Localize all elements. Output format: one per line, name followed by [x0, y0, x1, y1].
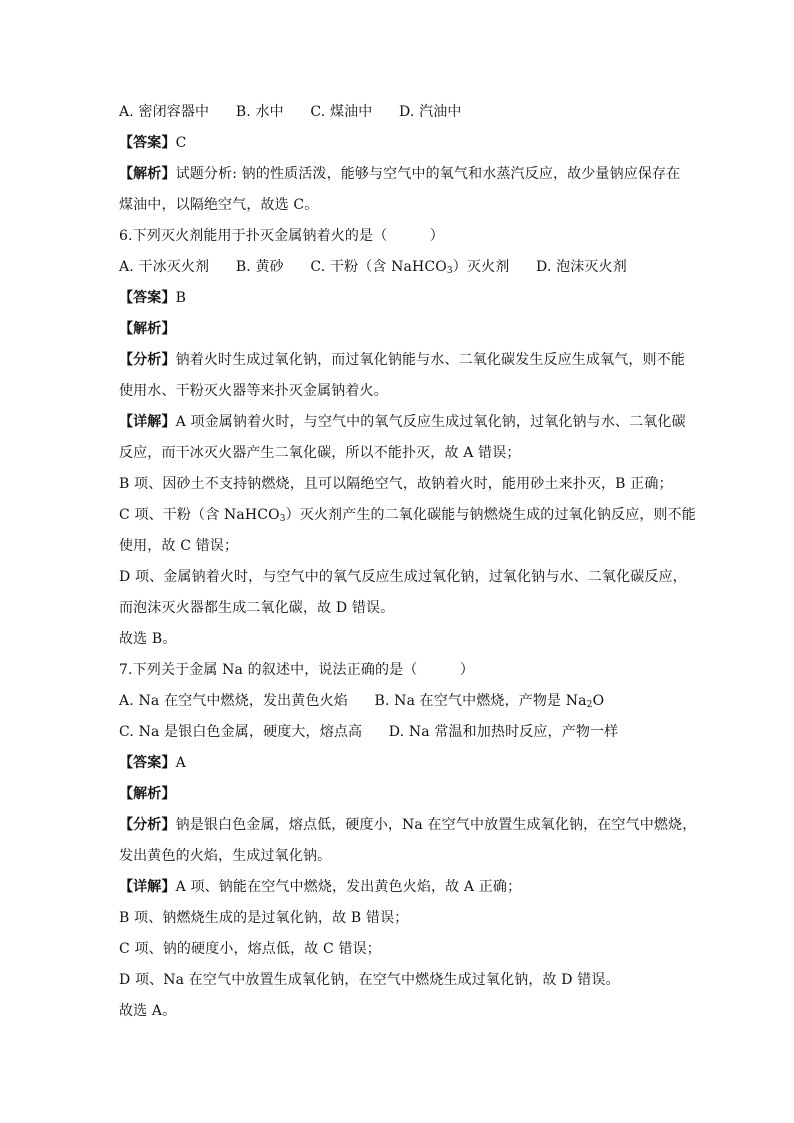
fenxi-tag: 【分析】	[119, 817, 176, 833]
q7-option-d: D. Na 常温和加热时反应，产物一样	[388, 724, 619, 740]
q5-analysis-line-2: 煤油中，以隔绝空气，故选 C。	[119, 197, 319, 213]
q6-fenxi-line-2: 使用水、干粉灭火器等来扑灭金属钠着火。	[119, 383, 388, 399]
answer-tag: 【答案】	[119, 135, 176, 151]
q6-b-line: B 项、因砂土不支持钠燃烧，且可以隔绝空气，故钠着火时，能用砂土来扑灭，B 正确；	[119, 476, 673, 492]
q6-xiangjie-line-2: 反应，而干冰灭火器产生二氧化碳，所以不能扑灭，故 A 错误；	[119, 445, 521, 461]
analysis-tag: 【解析】	[119, 786, 176, 802]
q5-option-d: D. 汽油中	[399, 104, 462, 120]
q7-d-line: D 项、Na 在空气中放置生成氧化钠，在空气中燃烧生成过氧化钠，故 D 错误。	[119, 972, 620, 988]
q7-conclusion: 故选 A。	[119, 1003, 177, 1019]
q6-option-c	[310, 257, 509, 277]
analysis-text: 试题分析: 钠的性质活泼，能够与空气中的氧气和水蒸汽反应，故少量钠应保存在	[175, 166, 681, 182]
answer-value: B	[175, 290, 187, 306]
q7-option-b-sub: 2	[586, 700, 593, 710]
q7-fenxi-line-2: 发出黄色的火焰，生成过氧化钠。	[119, 848, 332, 864]
q6-option-b: B. 黄砂	[235, 259, 284, 275]
answer-tag: 【答案】	[119, 290, 176, 306]
q7-option-b-post: O	[592, 693, 605, 709]
xiangjie-tag: 【详解】	[119, 414, 176, 430]
q6-d-line-2: 而泡沫灭火器都生成二氧化碳，故 D 错误。	[119, 600, 395, 616]
q6-answer	[119, 288, 679, 308]
q7-option-b-pre: B. Na 在空气中燃烧，产物是 Na	[374, 693, 587, 709]
q6-option-c-post: ）灭火剂	[452, 259, 510, 275]
q5-options	[119, 102, 679, 122]
xiangjie-text: A 项金属钠着火时，与空气中的氧气反应生成过氧化钠，过氧化钠与水、二氧化碳	[175, 414, 686, 430]
q7-option-c: C. Na 是银白色金属，硬度大，熔点高	[119, 724, 363, 740]
q5-option-a: A. 密闭容器中	[119, 104, 210, 120]
q6-c-line-sub: 3	[279, 514, 286, 524]
q6-stem: 6.下列灭火剂能用于扑灭金属钠着火的是（ ）	[119, 228, 444, 244]
q5-answer	[119, 133, 679, 153]
q5-analysis-line-1	[119, 164, 679, 184]
q6-c-line-2: 使用，故 C 错误；	[119, 538, 239, 554]
q7-xiangjie-line-1	[119, 877, 679, 897]
q6-conclusion: 故选 B。	[119, 631, 177, 647]
q7-b-line: B 项、钠燃烧生成的是过氧化钠，故 B 错误；	[119, 910, 409, 926]
q7-fenxi-line-1	[119, 815, 697, 835]
q7-options-row-1	[119, 691, 679, 711]
q7-answer	[119, 753, 679, 773]
q6-options	[119, 257, 679, 277]
fenxi-text: 钠着火时生成过氧化钠，而过氧化钠能与水、二氧化碳发生反应生成氧气，则不能	[175, 352, 686, 368]
answer-value: C	[175, 135, 187, 151]
q7-option-a: A. Na 在空气中燃烧，发出黄色火焰	[119, 693, 348, 709]
q6-c-line-1	[119, 505, 696, 525]
q7-options-row-2	[119, 722, 679, 742]
xiangjie-text: A 项、钠能在空气中燃烧，发出黄色火焰，故 A 正确；	[175, 879, 522, 895]
q6-option-c-sub: 3	[446, 266, 453, 276]
q6-option-a: A. 干冰灭火剂	[119, 259, 210, 275]
analysis-tag: 【解析】	[119, 321, 176, 337]
q6-d-line-1: D 项、金属钠着火时，与空气中的氧气反应生成过氧化钠，过氧化钠与水、二氧化碳反应，	[119, 569, 687, 585]
q6-xiangjie-line-1	[119, 412, 686, 432]
q6-c-line-post: ）灭火剂产生的二氧化碳能与钠燃烧生成的过氧化钠反应，则不能	[285, 507, 696, 523]
fenxi-text: 钠是银白色金属，熔点低，硬度小，Na 在空气中放置生成氧化钠，在空气中燃烧，	[175, 817, 697, 833]
q6-analysis-heading	[119, 319, 679, 339]
q5-option-c: C. 煤油中	[310, 104, 373, 120]
fenxi-tag: 【分析】	[119, 352, 176, 368]
q7-c-line: C 项、钠的硬度小，熔点低，故 C 错误；	[119, 941, 381, 957]
q7-option-b	[375, 691, 605, 711]
analysis-tag: 【解析】	[119, 166, 176, 182]
q7-stem: 7.下列关于金属 Na 的叙述中，说法正确的是（ ）	[119, 662, 475, 678]
q5-option-b: B. 水中	[235, 104, 284, 120]
q6-c-line-pre: C 项、干粉（含 NaHCO	[119, 507, 280, 523]
answer-value: A	[175, 755, 186, 771]
xiangjie-tag: 【详解】	[119, 879, 176, 895]
q6-fenxi-line-1	[119, 350, 686, 370]
q7-analysis-heading	[119, 784, 679, 804]
q6-option-c-pre: C. 干粉（含 NaHCO	[310, 259, 447, 275]
answer-tag: 【答案】	[119, 755, 176, 771]
q6-option-d: D. 泡沫灭火剂	[536, 259, 627, 275]
